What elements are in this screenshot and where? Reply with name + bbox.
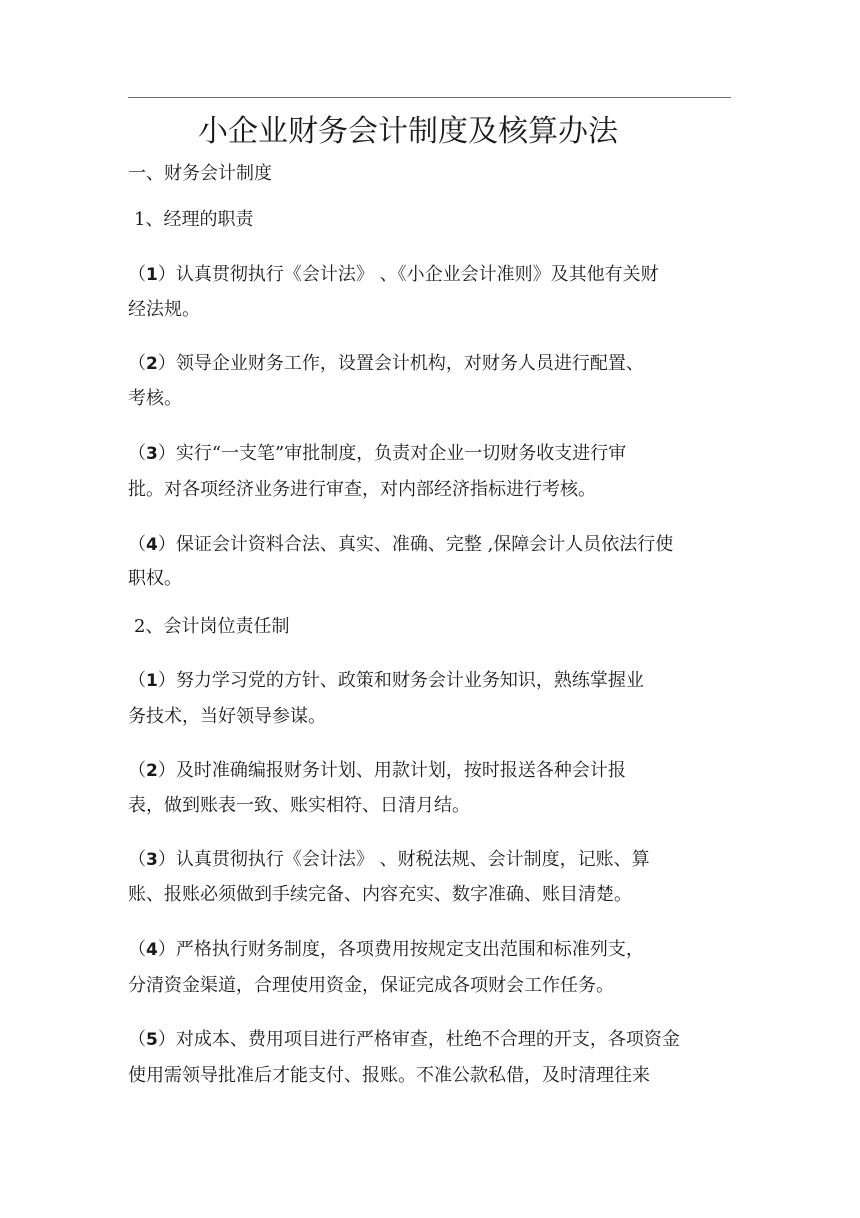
clause-number: 3 bbox=[146, 850, 158, 870]
clause-continuation: 分清资金渠道，合理使用资金，保证完成各项财会工作任务。 bbox=[128, 975, 614, 996]
clause-text: 对成本、费用项目进行严格审查，杜绝不合理的开支，各项资金 bbox=[175, 1029, 680, 1050]
clause-number: 4 bbox=[146, 535, 158, 555]
clause-line: （1）认真贯彻执行《会计法》 、《小企业会计准则》及其他有关财 bbox=[128, 264, 659, 285]
header-rule bbox=[128, 97, 731, 98]
clause-text: 努力学习党的方针、政策和财务会计业务知识，熟练掌握业 bbox=[175, 670, 644, 691]
clause-number: 3 bbox=[146, 444, 158, 464]
clause-line: （1）努力学习党的方针、政策和财务会计业务知识，熟练掌握业 bbox=[128, 670, 644, 691]
clause-continuation: 务技术，当好领导参谋。 bbox=[128, 706, 326, 727]
clause-line: （4）严格执行财务制度，各项费用按规定支出范围和标准列支， bbox=[128, 939, 644, 960]
clause-text: 及时准确编报财务计划、用款计划，按时报送各种会计报 bbox=[175, 760, 626, 781]
clause-line: （3）认真贯彻执行《会计法》 、财税法规、会计制度，记账、算 bbox=[128, 849, 650, 870]
clause-continuation: 经法规。 bbox=[128, 299, 200, 320]
clause-number: 2 bbox=[146, 354, 158, 374]
clause-text: 领导企业财务工作，设置会计机构，对财务人员进行配置、 bbox=[175, 353, 644, 374]
clause-continuation: 表，做到账表一致、账实相符、日清月结。 bbox=[128, 795, 470, 816]
clause-line: （2）及时准确编报财务计划、用款计划，按时报送各种会计报 bbox=[128, 760, 626, 781]
section-heading: 一、财务会计制度 bbox=[128, 163, 272, 184]
subsection-heading: 1、经理的职责 bbox=[134, 209, 254, 230]
clause-continuation: 职权。 bbox=[128, 568, 182, 589]
clause-text: 严格执行财务制度，各项费用按规定支出范围和标准列支， bbox=[175, 939, 644, 960]
clause-continuation: 使用需领导批准后才能支付、报账。不准公款私借，及时清理往来 bbox=[128, 1065, 650, 1086]
clause-text: 实行“一支笔”审批制度，负责对企业一切财务收支进行审 bbox=[175, 443, 627, 464]
clause-number: 2 bbox=[146, 761, 158, 781]
clause-text: 认真贯彻执行《会计法》 、《小企业会计准则》及其他有关财 bbox=[175, 264, 659, 285]
clause-line: （4）保证会计资料合法、真实、准确、完整 ,保障会计人员依法行使 bbox=[128, 534, 674, 555]
clause-number: 4 bbox=[146, 940, 158, 960]
clause-text: 认真贯彻执行《会计法》 、财税法规、会计制度，记账、算 bbox=[175, 849, 650, 870]
clause-number: 1 bbox=[146, 671, 158, 691]
subsection-heading: 2、会计岗位责任制 bbox=[134, 616, 290, 637]
document-title: 小企业财务会计制度及核算办法 bbox=[198, 114, 618, 149]
clause-number: 1 bbox=[146, 265, 158, 285]
clause-number: 5 bbox=[146, 1030, 158, 1050]
clause-continuation: 账、报账必须做到手续完备、内容充实、数字准确、账目清楚。 bbox=[128, 884, 632, 905]
clause-text: 保证会计资料合法、真实、准确、完整 ,保障会计人员依法行使 bbox=[175, 534, 674, 555]
clause-line: （3）实行“一支笔”审批制度，负责对企业一切财务收支进行审 bbox=[128, 443, 627, 464]
clause-line: （5）对成本、费用项目进行严格审查，杜绝不合理的开支，各项资金 bbox=[128, 1029, 680, 1050]
clause-continuation: 考核。 bbox=[128, 388, 182, 409]
clause-continuation: 批。对各项经济业务进行审查，对内部经济指标进行考核。 bbox=[128, 479, 596, 500]
clause-line: （2）领导企业财务工作，设置会计机构，对财务人员进行配置、 bbox=[128, 353, 644, 374]
